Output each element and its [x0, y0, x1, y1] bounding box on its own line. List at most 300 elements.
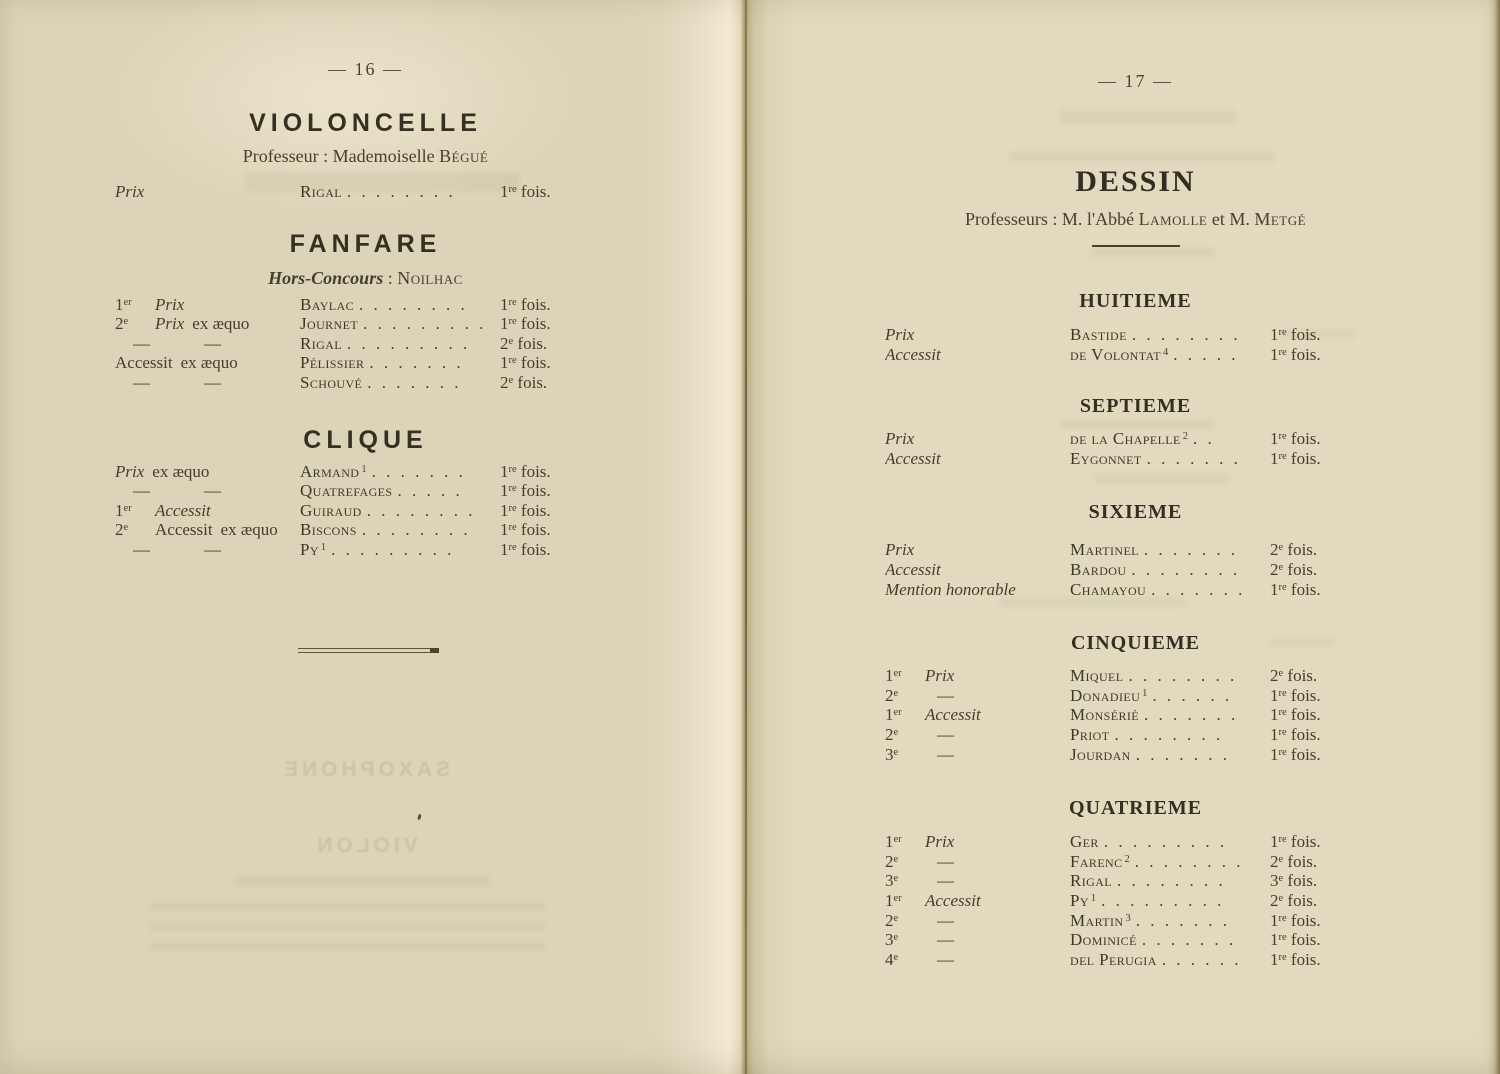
prize-row [885, 325, 1388, 345]
text-segment: Lamolle [1138, 209, 1208, 229]
times-note [1270, 705, 1388, 725]
times-word: fois. [1286, 705, 1321, 725]
times-word: fois. [1283, 666, 1318, 686]
laureate-name: Py [1070, 890, 1089, 910]
prize-row [115, 540, 618, 560]
times-word: fois. [516, 461, 551, 481]
award-name: Prix [885, 540, 915, 560]
page-17 [747, 0, 1500, 1074]
ordinal-suffix: e [893, 873, 899, 885]
dot-leader: . . . . . . . [1141, 930, 1234, 950]
prize-row [885, 560, 1388, 580]
times-suffix: re [508, 541, 517, 553]
dot-leader: . . . . . . . [1135, 744, 1227, 764]
prize-list [885, 832, 1388, 969]
times-number: 1 [1270, 429, 1279, 449]
times-word: fois. [1283, 890, 1318, 910]
laureate-name: Jourdan [1070, 744, 1131, 764]
times-note [1270, 540, 1388, 560]
times-note [500, 353, 618, 373]
award-name: Accessit [885, 559, 941, 579]
award-name: Accessit [925, 890, 981, 910]
prize-row [885, 580, 1388, 600]
laureate [1070, 745, 1270, 765]
times-note [1270, 950, 1388, 970]
award-qualifier: ex æquo [220, 520, 278, 540]
laureate-name: Farenc [1070, 851, 1123, 871]
page-number: — 17 — [1098, 71, 1173, 91]
award-label [115, 353, 300, 373]
times-note [1270, 686, 1388, 706]
dot-leader: . . . . . . . [1135, 910, 1227, 930]
prize-row [115, 295, 618, 315]
prize-row [885, 871, 1388, 891]
repeat-dash: — [204, 333, 221, 353]
section-title: FANFARE [289, 229, 442, 258]
dot-leader: . . . . . . . . . [363, 314, 484, 334]
section [113, 229, 618, 393]
ordinal-suffix: e [893, 912, 899, 924]
ordinal-suffix: e [893, 726, 899, 738]
section [883, 796, 1388, 969]
award-name: Accessit [155, 500, 211, 520]
times-note [1270, 871, 1388, 891]
section-title: SIXIEME [1088, 501, 1183, 524]
times-suffix: re [1278, 450, 1287, 462]
laureate [1070, 832, 1270, 852]
times-suffix: re [1278, 346, 1287, 358]
show-through-smudge [150, 923, 545, 931]
dot-leader: . . . . . . . . [347, 182, 453, 201]
prize-row [885, 666, 1388, 686]
times-word: fois. [516, 182, 551, 201]
prize-row [885, 725, 1388, 745]
footnote-mark: 1 [320, 541, 327, 553]
times-word: fois. [516, 481, 551, 501]
times-word: fois. [516, 500, 551, 520]
dot-leader: . . . . . . . . . [1101, 890, 1222, 910]
times-suffix: re [508, 522, 517, 534]
title-rule [1092, 245, 1180, 247]
times-note [1270, 930, 1388, 950]
prize-row [115, 481, 618, 501]
prize-row [885, 891, 1388, 911]
times-number: 3 [1270, 871, 1279, 891]
times-word: fois. [1286, 685, 1321, 705]
show-through-text: VIOLON [313, 834, 418, 857]
prize-list [885, 540, 1388, 599]
award-label [115, 520, 300, 540]
times-suffix: re [508, 184, 517, 195]
times-number: 1 [500, 500, 509, 520]
award-ordinal: 2e [885, 910, 899, 930]
section-divider [298, 648, 438, 653]
times-note [1270, 560, 1388, 580]
ordinal-suffix: e [123, 316, 129, 328]
award-label [885, 666, 1070, 686]
times-suffix: e [1278, 668, 1284, 680]
times-word: fois. [1283, 540, 1318, 560]
award-ordinal: 1er [885, 705, 902, 725]
dot-leader: . . . . . . . [371, 461, 463, 481]
prize-list [885, 325, 1388, 364]
award-label [115, 295, 300, 315]
section-title: CINQUIEME [1070, 632, 1200, 655]
times-suffix: re [1278, 932, 1287, 944]
text-segment: Bégué [439, 146, 489, 166]
award-name: — [937, 685, 954, 705]
laureate [1070, 930, 1270, 950]
section [883, 631, 1388, 764]
times-suffix: re [1278, 327, 1287, 338]
times-word: fois. [1286, 832, 1321, 852]
prize-row [115, 182, 618, 202]
times-word: fois. [1283, 871, 1318, 891]
times-suffix: e [1278, 892, 1284, 904]
laureate-name: del Perugia [1070, 949, 1157, 969]
laureate-name: Schouvé [300, 372, 363, 392]
dot-leader: . . . . . [397, 481, 460, 501]
laureate [1070, 871, 1270, 891]
ordinal-suffix: er [893, 834, 902, 846]
dot-leader: . . . . . . . . [1117, 871, 1223, 891]
repeat-dash: — [133, 481, 150, 501]
award-qualifier: ex æquo [152, 461, 210, 481]
footnote-mark: 1 [1142, 687, 1148, 699]
laureate-name: Rigal [300, 182, 342, 201]
laureate [300, 353, 500, 373]
times-suffix: re [1278, 707, 1287, 719]
dot-leader: . . . . . . . [367, 372, 459, 392]
ordinal-suffix: e [893, 687, 899, 699]
times-note [500, 520, 618, 540]
times-number: 2 [500, 372, 509, 392]
laureate-name: Ger [1070, 832, 1099, 852]
laureate [1070, 911, 1270, 931]
chapter-title: DESSIN [1075, 165, 1196, 198]
award-name: Prix [155, 294, 185, 314]
prize-row [115, 501, 618, 521]
award-ordinal: 2e [885, 685, 899, 705]
times-note [1270, 725, 1388, 745]
times-suffix: re [508, 502, 517, 514]
laureate [1070, 705, 1270, 725]
times-word: fois. [516, 294, 551, 314]
ink-speck [417, 814, 422, 821]
award-label [885, 930, 1070, 950]
times-number: 1 [1270, 832, 1279, 852]
laureate [300, 295, 500, 315]
times-number: 1 [1270, 344, 1279, 364]
show-through-text: SAXOPHONE [279, 758, 451, 781]
laureate [300, 182, 500, 202]
ordinal-suffix: er [893, 668, 902, 680]
times-note [1270, 666, 1388, 686]
times-note [500, 501, 618, 521]
times-suffix: e [508, 335, 514, 347]
ordinal-suffix: er [123, 502, 132, 514]
times-note [1270, 325, 1388, 345]
laureate-name: Rigal [1070, 871, 1112, 891]
award-name: — [937, 930, 954, 950]
section [883, 500, 1388, 599]
award-name: Accessit [885, 344, 941, 364]
laureate-name: Armand [300, 461, 360, 481]
footnote-mark: 1 [1090, 892, 1097, 904]
times-number: 1 [1270, 325, 1279, 344]
prize-row [115, 520, 618, 540]
award-qualifier: ex æquo [192, 314, 250, 334]
section [883, 289, 1388, 364]
laureate-name: Bastide [1070, 325, 1127, 344]
footnote-mark: 4 [1162, 346, 1169, 358]
laureate-name: Rigal [300, 333, 342, 353]
times-suffix: re [508, 355, 517, 367]
times-note [1270, 832, 1388, 852]
award-name: — [937, 910, 954, 930]
times-word: fois. [1283, 851, 1318, 871]
ordinal-suffix: e [123, 522, 129, 534]
laureate [1070, 725, 1270, 745]
ordinal-suffix: e [893, 951, 899, 963]
times-number: 1 [1270, 685, 1279, 705]
section-subtitle [113, 145, 618, 167]
text-segment: Metgé [1254, 209, 1307, 229]
prize-row [115, 334, 618, 354]
times-note [500, 481, 618, 501]
award-label [885, 891, 1070, 911]
prize-row [885, 429, 1388, 449]
times-number: 1 [1270, 579, 1279, 599]
dot-leader: . . . . . . . [369, 353, 461, 373]
times-word: fois. [1286, 429, 1321, 449]
dot-leader: . . . . . . . . [1114, 724, 1221, 744]
times-suffix: re [508, 316, 517, 328]
times-word: fois. [513, 333, 548, 353]
laureate-name: Eygonnet [1070, 448, 1142, 468]
prize-row [885, 345, 1388, 365]
laureate [1070, 686, 1270, 706]
times-word: fois. [1286, 930, 1321, 950]
prize-row [885, 950, 1388, 970]
award-name: Accessit [115, 353, 173, 373]
times-suffix: re [1278, 834, 1287, 846]
text-segment: et M. [1207, 209, 1255, 229]
times-suffix: re [1278, 431, 1287, 443]
laureate-name: Chamayou [1070, 579, 1147, 599]
times-number: 1 [500, 461, 509, 481]
times-suffix: re [1278, 951, 1287, 963]
times-number: 1 [500, 294, 509, 314]
footnote-mark: 2 [1124, 853, 1130, 865]
award-qualifier: ex æquo [180, 353, 238, 373]
award-ordinal: 3e [885, 871, 899, 891]
laureate-name: Monsérié [1070, 705, 1139, 725]
repeat-dash: — [133, 372, 150, 392]
times-suffix: re [1278, 746, 1287, 758]
dot-leader: . . . . . . . . [361, 520, 468, 540]
show-through-smudge [150, 943, 545, 951]
laureate [300, 334, 500, 354]
dot-leader: . . . . . . . [1143, 540, 1236, 560]
laureate [1070, 540, 1270, 560]
text-segment: Noilhac [397, 267, 463, 288]
laureate-name: Priot [1070, 724, 1110, 744]
award-label [885, 725, 1070, 745]
dot-leader: . . . . . . . . [1128, 666, 1235, 686]
text-segment: Professeur : Mademoiselle [242, 146, 440, 166]
laureate-name: Martin [1070, 910, 1124, 930]
times-word: fois. [1283, 559, 1318, 579]
repeat-dash: — [204, 372, 221, 392]
section-title: VIOLONCELLE [249, 109, 482, 137]
times-number: 1 [1270, 949, 1279, 969]
dot-leader: . . . . . . . . [366, 500, 473, 520]
award-label [885, 325, 1070, 345]
times-number: 1 [1270, 724, 1279, 744]
award-ordinal: 1er [115, 294, 132, 314]
laureate-name: Py [300, 539, 319, 559]
laureate [1070, 950, 1270, 970]
prize-row [885, 705, 1388, 725]
laureate-name: Dominicé [1070, 930, 1137, 950]
award-ordinal: 2e [115, 520, 129, 540]
times-number: 2 [1270, 890, 1279, 910]
prize-row [885, 686, 1388, 706]
section-title: SEPTIEME [1079, 395, 1192, 418]
times-suffix: e [508, 374, 514, 386]
award-ordinal: 1er [885, 666, 902, 686]
times-number: 1 [500, 182, 509, 201]
footnote-mark: 3 [1125, 912, 1131, 924]
award-label [885, 540, 1070, 560]
laureate [300, 314, 500, 334]
times-note [1270, 891, 1388, 911]
laureate [300, 520, 500, 540]
prize-list [115, 462, 618, 560]
times-note [500, 314, 618, 334]
ordinal-suffix: e [893, 853, 899, 865]
award-ordinal: 1er [115, 500, 132, 520]
times-note [1270, 911, 1388, 931]
section [883, 394, 1388, 468]
times-word: fois. [1286, 910, 1321, 930]
ordinal-suffix: er [893, 707, 902, 719]
award-name: Prix [115, 461, 145, 481]
dot-leader: . . . . . . . . [358, 294, 465, 314]
prize-row [115, 462, 618, 482]
times-suffix: e [1278, 561, 1284, 573]
times-word: fois. [516, 314, 551, 334]
times-number: 1 [1270, 448, 1279, 468]
times-word: fois. [1286, 448, 1321, 468]
award-name: Accessit [925, 705, 981, 725]
times-number: 1 [500, 353, 509, 373]
times-number: 2 [1270, 559, 1279, 579]
prize-list [115, 295, 618, 393]
laureate [1070, 852, 1270, 872]
times-note [1270, 580, 1388, 600]
laureate-name: Martinel [1070, 540, 1139, 560]
laureate-name: Baylac [300, 294, 354, 314]
laureate [1070, 891, 1270, 911]
award-name: Prix [925, 666, 955, 686]
footnote-mark: 2 [1182, 431, 1189, 443]
award-label [115, 481, 300, 501]
award-label [115, 540, 300, 560]
dot-leader: . . . . . . . . . [347, 333, 468, 353]
times-word: fois. [516, 539, 551, 559]
laureate-name: de la Chapelle [1070, 429, 1181, 449]
award-name: Prix [155, 314, 185, 334]
award-name: — [937, 871, 954, 891]
prize-list [115, 182, 618, 202]
prize-row [885, 911, 1388, 931]
times-note [1270, 852, 1388, 872]
award-ordinal: 2e [885, 724, 899, 744]
award-label [115, 501, 300, 521]
laureate [300, 462, 500, 482]
times-number: 1 [1270, 744, 1279, 764]
times-word: fois. [1286, 724, 1321, 744]
times-note [1270, 449, 1388, 469]
award-label [115, 334, 300, 354]
laureate [1070, 560, 1270, 580]
times-suffix: e [1278, 542, 1284, 554]
prize-row [115, 353, 618, 373]
times-word: fois. [1286, 579, 1321, 599]
award-ordinal: 1er [885, 832, 902, 852]
award-ordinal: 1er [885, 890, 902, 910]
times-note [500, 295, 618, 315]
award-name: — [937, 851, 954, 871]
times-suffix: e [1278, 853, 1284, 865]
laureate [1070, 580, 1270, 600]
times-suffix: e [1278, 873, 1284, 885]
prize-row [115, 373, 618, 393]
professors-line [883, 208, 1388, 230]
award-name: — [937, 724, 954, 744]
laureate-name: Pélissier [300, 353, 365, 373]
prize-row [885, 930, 1388, 950]
times-word: fois. [1286, 344, 1321, 364]
times-note [500, 540, 618, 560]
award-name: Prix [885, 429, 915, 449]
page-16 [0, 0, 747, 1074]
laureate [300, 501, 500, 521]
show-through-smudge [235, 876, 490, 886]
award-label [885, 745, 1070, 765]
ordinal-suffix: er [123, 296, 132, 308]
award-ordinal: 3e [885, 930, 899, 950]
times-number: 1 [500, 481, 509, 501]
times-word: fois. [1286, 325, 1321, 344]
award-label [115, 182, 300, 202]
repeat-dash: — [204, 481, 221, 501]
text-segment: Hors-Concours [268, 267, 384, 288]
section [113, 108, 618, 202]
award-label [885, 686, 1070, 706]
times-number: 1 [1270, 705, 1279, 725]
times-number: 2 [500, 333, 509, 353]
times-note [500, 334, 618, 354]
times-suffix: re [1278, 912, 1287, 924]
prize-list [885, 429, 1388, 468]
dot-leader: . . . . . . . . [1131, 559, 1238, 579]
section-title: CLIQUE [303, 425, 428, 454]
times-word: fois. [1286, 744, 1321, 764]
dot-leader: . . . . . . . [1143, 705, 1236, 725]
